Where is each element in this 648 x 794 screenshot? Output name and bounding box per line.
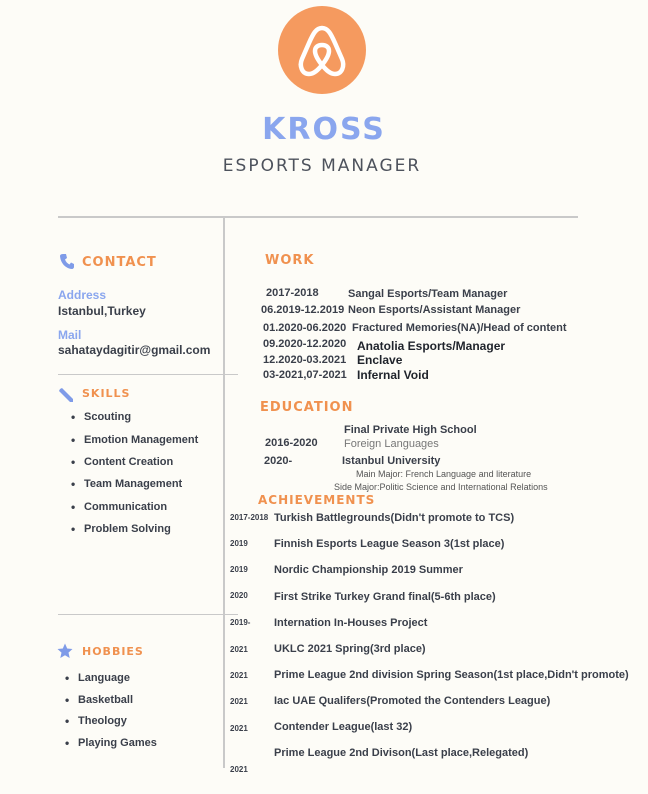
work-date: 03-2021,07-2021	[263, 369, 347, 381]
list-item: • Scouting	[84, 411, 131, 423]
achievement-year: 2019	[230, 539, 248, 548]
achievement-year: 2021	[230, 697, 248, 706]
logo	[278, 6, 366, 94]
list-item: • Content Creation	[84, 456, 173, 468]
achievement-item: Prime League 2nd division Spring Season(1st place,Didn't promote)	[274, 669, 629, 681]
achievement-year: 2020	[230, 591, 248, 600]
work-role: Sangal Esports/Team Manager	[348, 288, 508, 300]
achievement-year: 2017-2018	[230, 513, 269, 522]
education-date: 2016-2020	[265, 437, 318, 449]
school-name: Istanbul University	[342, 455, 441, 467]
achievement-item: Turkish Battlegrounds(Didn't promote to TCS)	[274, 512, 515, 524]
work-date: 06.2019-12.2019	[261, 304, 345, 316]
hobbies-heading: HOBBIES	[82, 645, 144, 658]
achievement-item: Iac UAE Qualifers(Promoted the Contenders League)	[274, 695, 551, 707]
school-name: Final Private High School	[344, 424, 477, 436]
list-item: • Language	[78, 672, 130, 684]
achievement-item: Internation In-Houses Project	[274, 617, 428, 629]
list-item: • Theology	[78, 715, 127, 727]
list-item: • Communication	[84, 501, 167, 513]
achievement-year: 2021	[230, 724, 248, 733]
achievement-year: 2021	[230, 645, 248, 654]
achievement-year: 2019	[230, 565, 248, 574]
list-item: • Team Management	[84, 478, 182, 490]
achievement-year: 2021	[230, 671, 248, 680]
work-date: 2017-2018	[266, 287, 319, 299]
list-item: • Playing Games	[78, 737, 157, 749]
list-item: • Problem Solving	[84, 523, 171, 535]
mail-value: sahataydagitir@gmail.com	[58, 343, 211, 357]
list-item: • Basketball	[78, 694, 133, 706]
education-field: Foreign Languages	[344, 438, 439, 450]
work-role: Infernal Void	[357, 368, 429, 382]
mail-label: Mail	[58, 328, 82, 342]
star-icon	[57, 643, 73, 664]
list-item: • Emotion Management	[84, 434, 198, 446]
achievement-item: First Strike Turkey Grand final(5-6th place)	[274, 591, 496, 603]
contact-divider	[58, 374, 238, 375]
main-major: Main Major: French Language and literature	[356, 469, 532, 479]
header-divider	[58, 216, 578, 218]
work-heading: WORK	[265, 253, 315, 268]
achievements-heading: ACHIEVEMENTS	[258, 493, 376, 507]
skills-heading: SKILLS	[82, 387, 131, 400]
achievement-item: Prime League 2nd Divison(Last place,Relegated)	[274, 747, 529, 759]
job-title: ESPORTS MANAGER	[222, 156, 422, 176]
education-date: 2020-	[264, 455, 293, 467]
work-role: Neon Esports/Assistant Manager	[348, 304, 521, 316]
achievement-item: UKLC 2021 Spring(3rd place)	[274, 643, 426, 655]
address-label: Address	[58, 288, 107, 302]
achievement-year: 2021	[230, 765, 248, 774]
work-date: 12.2020-03.2021	[263, 354, 347, 366]
candidate-name: KROSS	[262, 112, 386, 147]
work-role: Enclave	[357, 353, 403, 367]
side-major: Side Major:Politic Science and International Relations	[334, 482, 548, 492]
skills-divider	[58, 614, 238, 615]
airbnb-style-logo-icon	[278, 6, 366, 94]
phone-icon	[60, 253, 74, 274]
column-divider	[223, 216, 225, 768]
pencil-icon	[58, 387, 74, 408]
achievement-item: Contender League(last 32)	[274, 721, 413, 733]
work-date: 01.2020-06.2020	[263, 322, 347, 334]
work-date: 09.2020-12.2020	[263, 338, 347, 350]
achievement-item: Nordic Championship 2019 Summer	[274, 564, 463, 576]
education-heading: EDUCATION	[260, 400, 354, 415]
address-value: Istanbul,Turkey	[58, 304, 146, 318]
work-role: Anatolia Esports/Manager	[357, 339, 506, 353]
achievement-item: Finnish Esports League Season 3(1st place)	[274, 538, 505, 550]
work-role: Fractured Memories(NA)/Head of content	[352, 322, 567, 334]
achievement-year: 2019-	[230, 618, 251, 627]
contact-heading: CONTACT	[82, 255, 157, 270]
